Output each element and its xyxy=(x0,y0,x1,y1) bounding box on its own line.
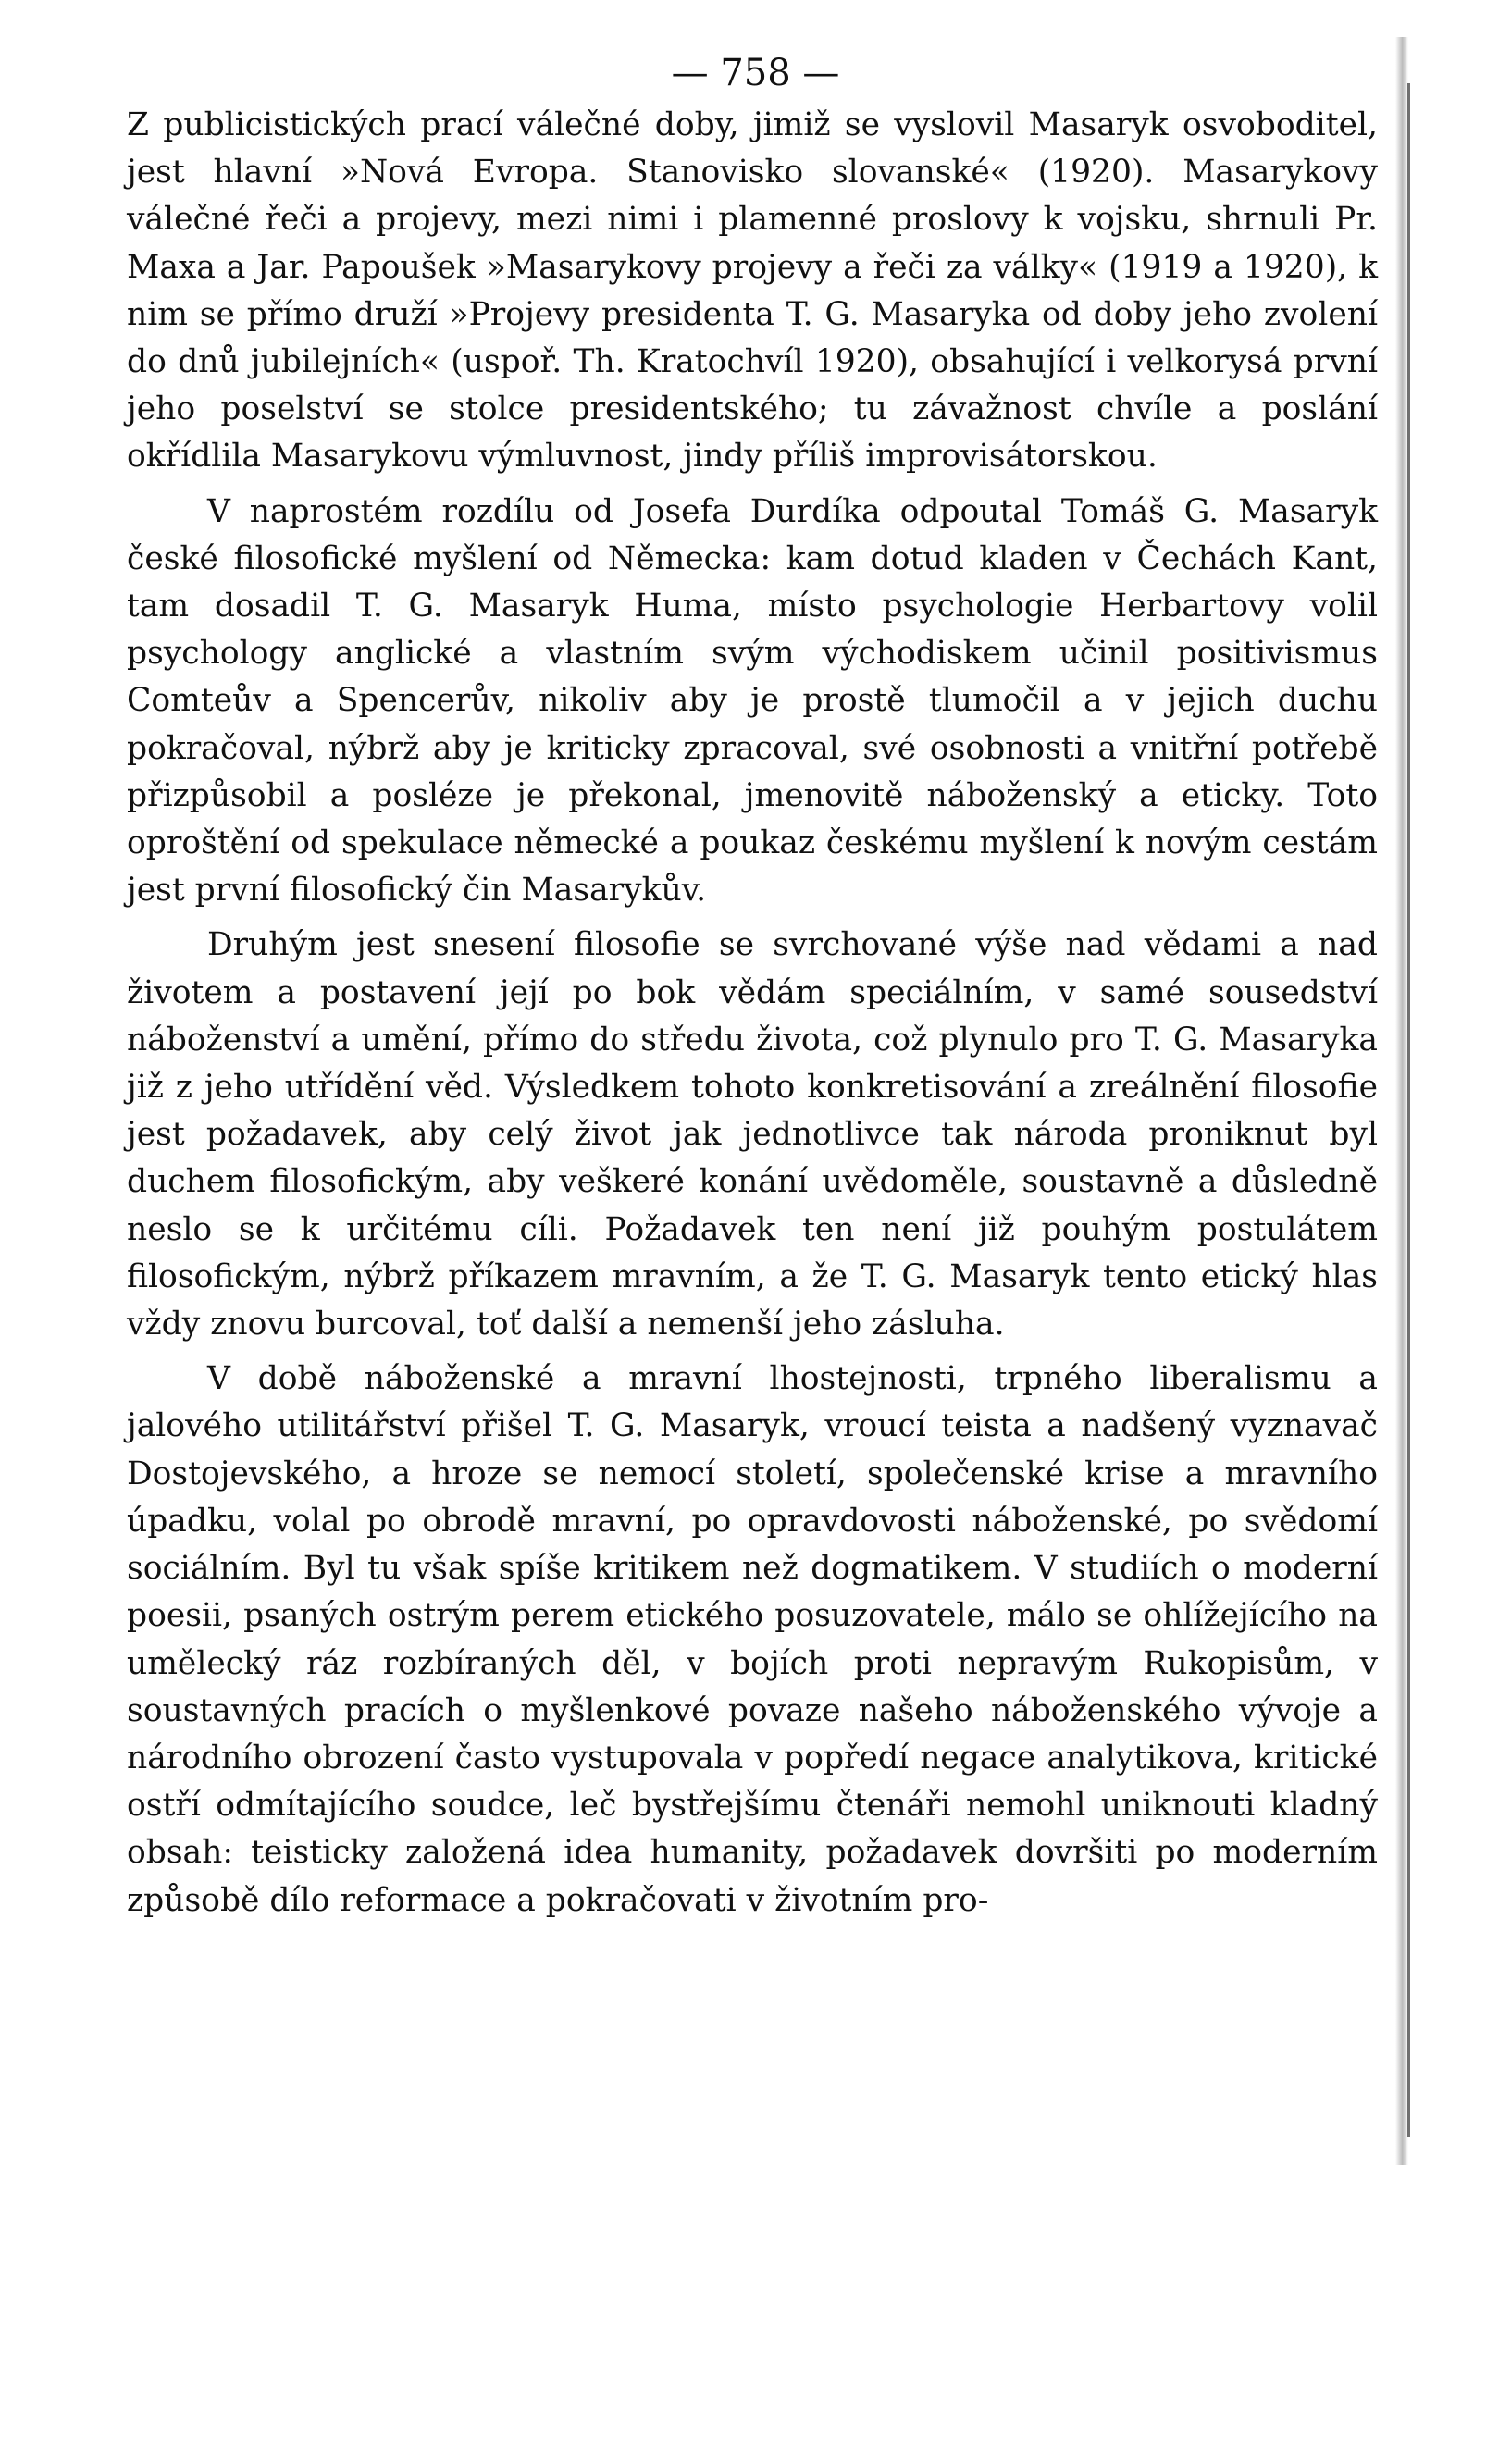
page-number: — 758 — xyxy=(671,52,840,94)
page-edge-shadow xyxy=(1395,37,1408,2165)
paragraph-3: Druhým jest snesení filosofie se svrchované výše nad vědami a nad životem a postavení její po bok vědám speciálním, v samé sousedství náboženství a umění, přímo do středu života, což plynulo pro T. G. Masaryka již z jeho utřídění věd. Výsledkem tohoto konkretisování a zreálnění filosofie jest požadavek, aby celý život jak jednotlivce tak národa proniknut byl duchem filosofickým, aby veškeré konání uvědoměle, soustavně a důsledně neslo se k určitému cíli. Požadavek ten není již pouhým postulátem filosofickým, nýbrž příkazem mravním, a že T. G. Masaryk tento etický hlas vždy znovu burcoval, toť další a nemenší jeho zásluha. xyxy=(127,926,1378,1343)
paragraph-1: Z publicistických prací válečné doby, jimiž se vyslovil Masaryk osvoboditel, jest hlavní »Nová Evropa. Stanovisko slovanské« (1920). Masarykovy válečné řeči a projevy, mezi nimi i plamenné proslovy k vojsku, shrnuli Pr. Maxa a Jar. Papoušek »Masarykovy projevy a řeči za války« (1919 a 1920), k nim se přímo druží »Projevy presidenta T. G. Masaryka od doby jeho zvolení do dnů jubilejních« (uspoř. Th. Kratochvíl 1920), obsahující i velkorysá první jeho poselství se stolce presidentského; tu závažnost chvíle a poslání okřídlila Masarykovu výmluvnost, jindy příliš improvisátorskou. xyxy=(127,106,1378,476)
page-edge-line xyxy=(1407,83,1410,2137)
paragraph-4: V době náboženské a mravní lhostejnosti, trpného liberalismu a jalového utilitářství přišel T. G. Masaryk, vroucí teista a nadšený vyznavač Dostojevského, a hroze se nemocí století, společenské krise a mravního úpadku, volal po obrodě mravní, po opravdovosti náboženské, po svědomí sociálním. Byl tu však spíše kritikem než dogmatikem. V studiích o moderní poesii, psaných ostrým perem etického posuzovatele, málo se ohlížejícího na umělecký ráz rozbíraných děl, v bojích proti nepravým Rukopisům, v soustavných pracích o myšlenkové povaze našeho náboženského vývoje a národního obrození často vystupovala v popředí negace analytikova, kritické ostří odmítajícího soudce, leč bystřejšímu čtenáři nemohl uniknouti kladný obsah: teisticky založená idea humanity, požadavek dovršiti po moderním způsobě dílo reformace a pokračovati v životním pro- xyxy=(127,1360,1378,1919)
text-body xyxy=(127,102,1378,1932)
paragraph-2: V naprostém rozdílu od Josefa Durdíka odpoutal Tomáš G. Masaryk české filosofické myšlení od Německa: kam dotud kladen v Čechách Kant, tam dosadil T. G. Masaryk Huma, místo psychologie Herbartovy volil psychology anglické a vlastním svým východiskem učinil positivismus Comteův a Spencerův, nikoliv aby je prostě tlumočil a v jejich duchu pokračoval, nýbrž aby je kriticky zpracoval, své osobnosti a vnitřní potřebě přizpůsobil a posléze je překonal, jmenovitě náboženský a eticky. Toto oproštění od spekulace německé a poukaz českému myšlení k novým cestám jest první filosofický čin Masarykův. xyxy=(127,492,1378,910)
